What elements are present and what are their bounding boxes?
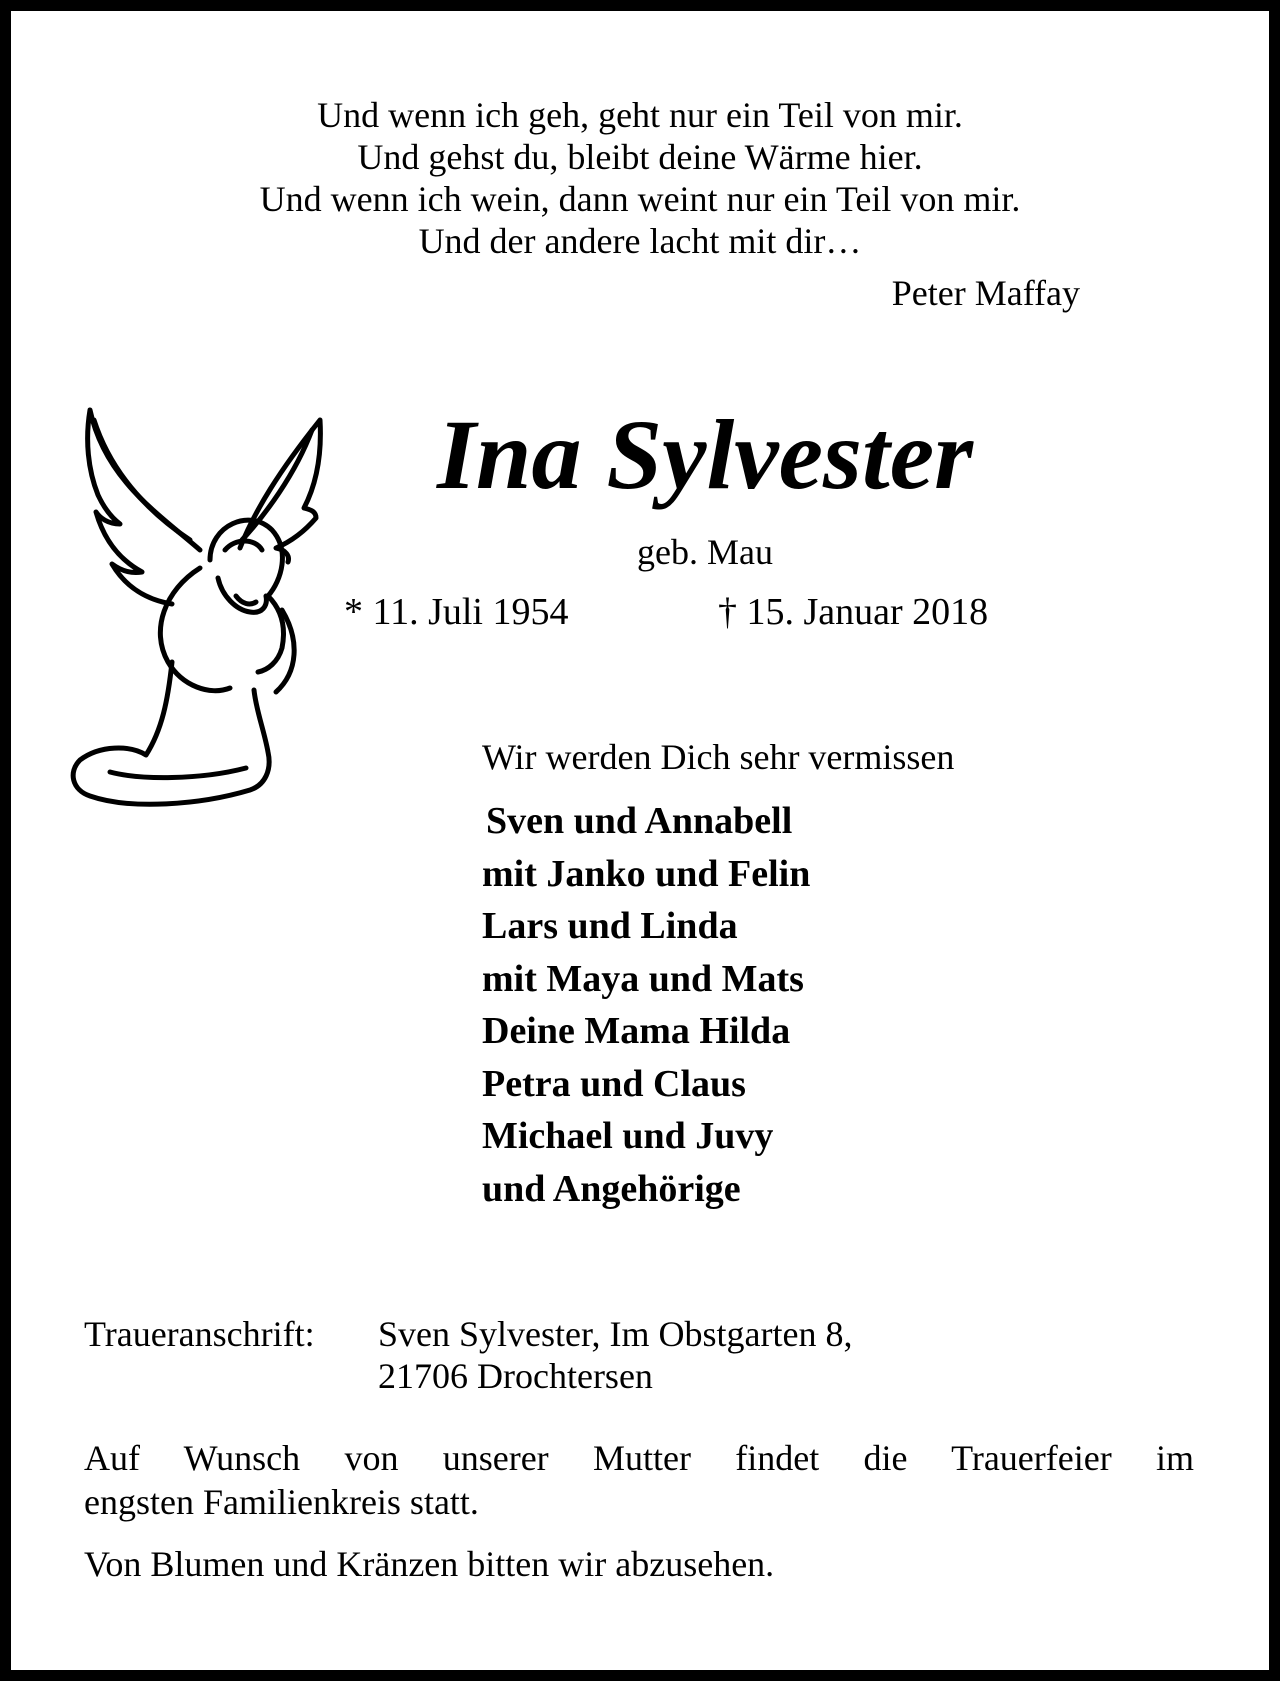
maiden-name: geb. Mau xyxy=(637,532,773,572)
deceased-name: Ina Sylvester xyxy=(436,399,974,510)
birth-date: * 11. Juli 1954 xyxy=(344,591,569,633)
address-label: Traueranschrift: xyxy=(84,1314,315,1354)
funeral-notice-line: Auf Wunsch von unserer Mutter findet die Trauerfeier im xyxy=(84,1438,1194,1478)
death-date: † 15. Januar 2018 xyxy=(718,591,989,633)
mourner-line: und Angehörige xyxy=(482,1167,741,1210)
mourner-line: Sven und Annabell xyxy=(486,800,793,842)
address-line: Sven Sylvester, Im Obstgarten 8, xyxy=(378,1314,853,1354)
address-line: 21706 Drochtersen xyxy=(378,1356,653,1396)
funeral-notice-line: engsten Familienkreis statt. xyxy=(84,1482,479,1522)
flowers-notice: Von Blumen und Kränzen bitten wir abzusehen. xyxy=(84,1544,775,1584)
poem-line: Und gehst du, bleibt deine Wärme hier. xyxy=(357,137,923,177)
poem-line: Und wenn ich geh, geht nur ein Teil von mir. xyxy=(317,95,963,135)
mourners-intro: Wir werden Dich sehr vermissen xyxy=(482,737,955,777)
funeral-notice xyxy=(84,1436,1194,1524)
mourners-list xyxy=(482,795,810,1215)
mourner-line: Lars und Linda xyxy=(482,905,738,947)
poem xyxy=(120,94,1160,262)
mourner-line: Petra und Claus xyxy=(482,1062,746,1105)
mourner-line: mit Maya und Mats xyxy=(482,957,804,1000)
mourner-line: Deine Mama Hilda xyxy=(482,1010,791,1052)
poem-line: Und wenn ich wein, dann weint nur ein Teil von mir. xyxy=(259,179,1021,219)
poem-author: Peter Maffay xyxy=(891,273,1080,313)
poem-line: Und der andere lacht mit dir… xyxy=(418,221,862,261)
mourner-line: mit Janko und Felin xyxy=(482,852,811,895)
mourner-line: Michael und Juvy xyxy=(482,1115,774,1157)
angel-icon xyxy=(50,400,330,810)
